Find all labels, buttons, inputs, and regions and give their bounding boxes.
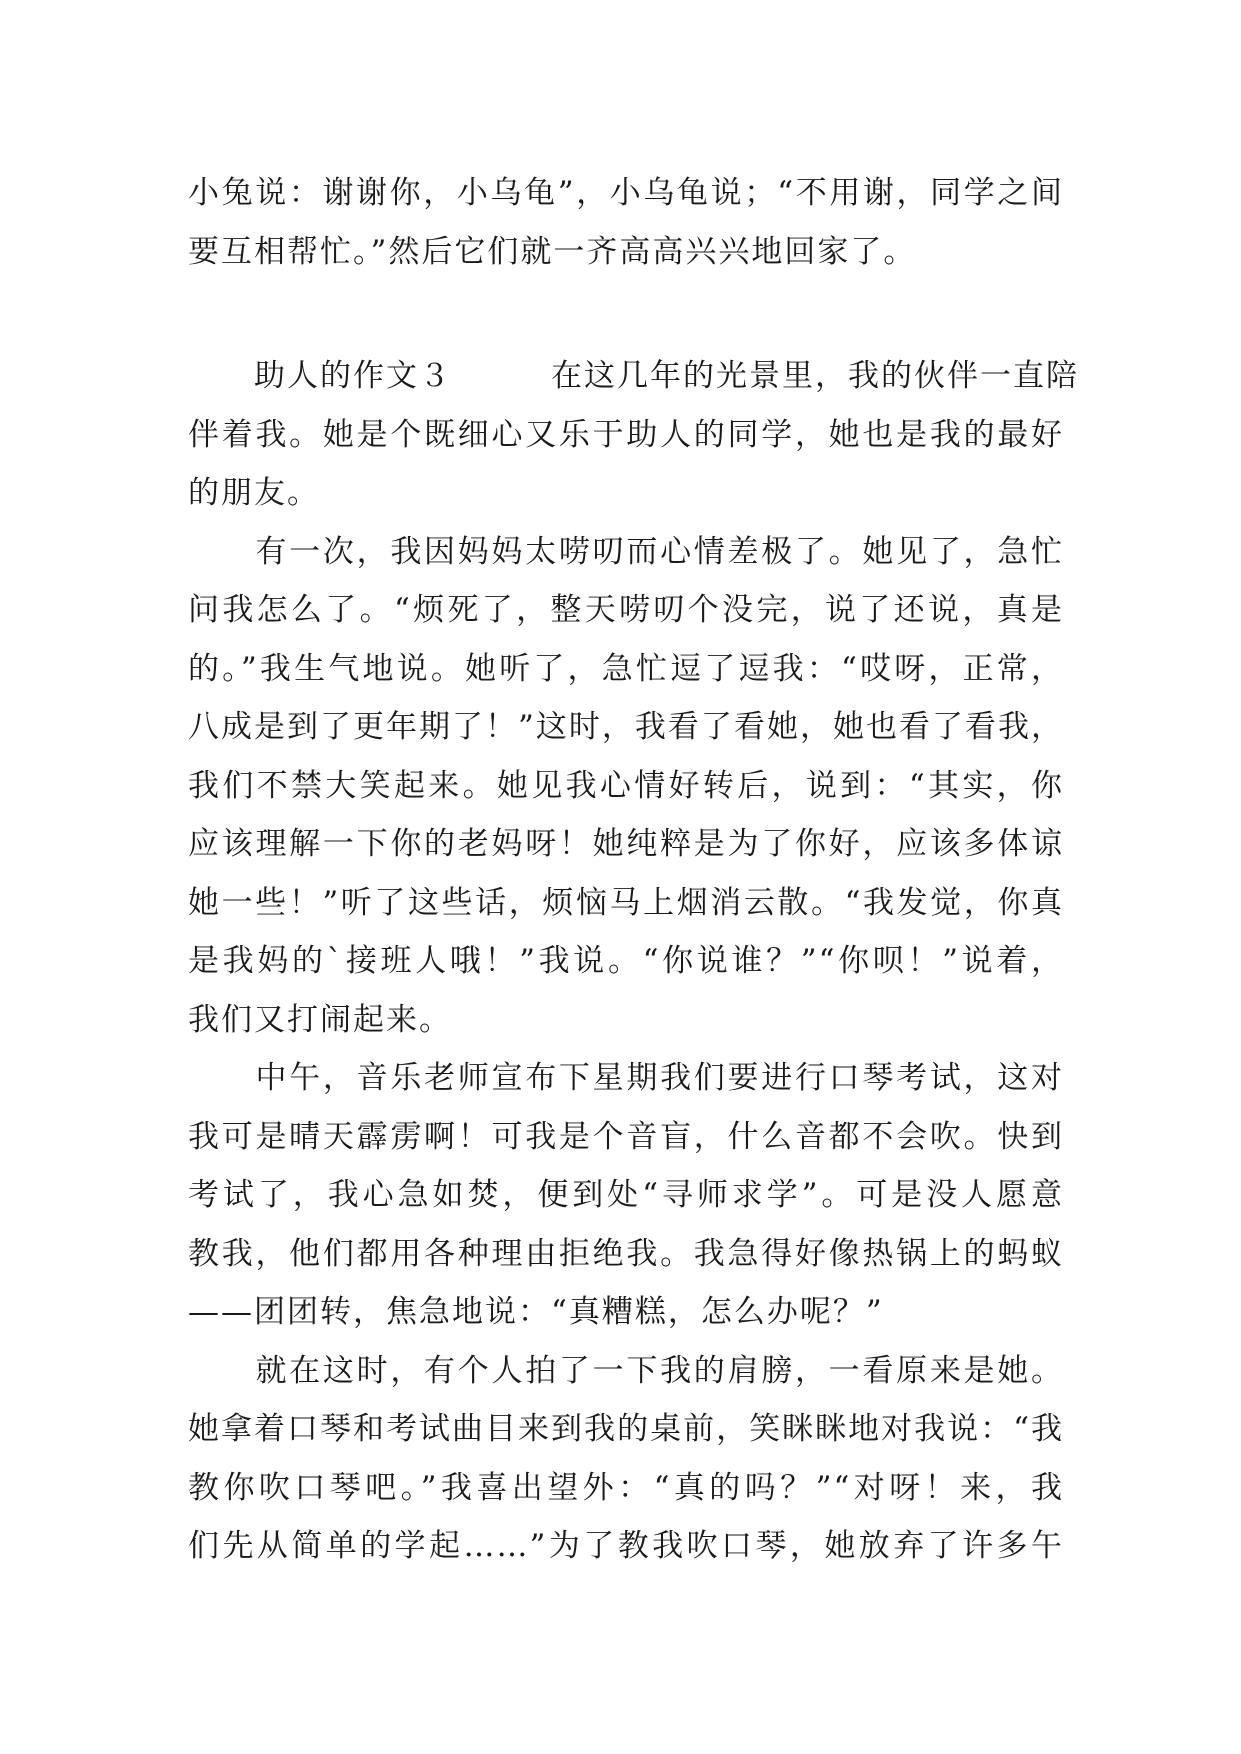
text-line: 教你吹口琴吧。”我喜出望外：“真的吗？”“对呀！来，我 (188, 1469, 1064, 1506)
paragraph-4 (188, 1049, 1064, 1342)
text-line: 我可是晴天霹雳啊！可我是个音盲，什么音都不会吹。快到 (188, 1118, 1064, 1155)
text-line: 的。”我生气地说。她听了，急忙逗了逗我：“哎呀，正常， (188, 650, 1064, 687)
text-line: 考试了，我心急如焚，便到处“寻师求学”。可是没人愿意 (188, 1177, 1064, 1213)
paragraph-5 (188, 1342, 1064, 1576)
text-line: 要互相帮忙。”然后它们就一齐高高兴兴地回家了。 (188, 233, 917, 270)
text-line: 她拿着口琴和考试曲目来到我的桌前，笑眯眯地对我说：“我 (188, 1411, 1064, 1447)
text-line: 教我，他们都用各种理由拒绝我。我急得好像热锅上的蚂蚁 (188, 1235, 1064, 1272)
text-line: 们先从简单的学起……”为了教我吹口琴，她放弃了许多午 (188, 1528, 1064, 1564)
text-line: 八成是到了更年期了！”这时，我看了看她，她也看了看我， (188, 709, 1064, 745)
text-line: 是我妈的`接班人哦！”我说。“你说谁？”“你呗！”说着， (188, 943, 1064, 979)
text-line: 我们不禁大笑起来。她见我心情好转后，说到：“其实，你 (188, 767, 1064, 804)
text-line: 有一次，我因妈妈太唠叨而心情差极了。她见了，急忙 (188, 533, 1064, 570)
paragraph-3 (188, 523, 1064, 1050)
text-line: 我们又打闹起来。 (188, 1001, 452, 1038)
text-line: 她一些！”听了这些话，烦恼马上烟消云散。“我发觉，你真 (188, 884, 1064, 921)
text-line: 问我怎么了。“烦死了，整天唠叨个没完，说了还说，真是 (188, 592, 1064, 628)
paragraph-gap (188, 281, 1064, 347)
paragraph-1 (188, 164, 1064, 281)
document-text (188, 164, 1079, 1576)
paragraph-2 (188, 347, 1079, 523)
text-line: 应该理解一下你的老妈呀！她纯粹是为了你好，应该多体谅 (188, 826, 1064, 862)
text-line: 小兔说：谢谢你，小乌龟”，小乌龟说；“不用谢，同学之间 (188, 175, 1064, 211)
text-line: 助人的作文３ 在这几年的光景里，我的伙伴一直陪 (188, 358, 1079, 394)
text-line: 伴着我。她是个既细心又乐于助人的同学，她也是我的最好 (188, 416, 1064, 453)
text-line: ——团团转，焦急地说：“真糟糕，怎么办呢？” (188, 1294, 884, 1330)
text-line: 的朋友。 (188, 475, 320, 511)
text-line: 中午，音乐老师宣布下星期我们要进行口琴考试，这对 (188, 1060, 1064, 1096)
text-line: 就在这时，有个人拍了一下我的肩膀，一看原来是她。 (188, 1352, 1064, 1389)
